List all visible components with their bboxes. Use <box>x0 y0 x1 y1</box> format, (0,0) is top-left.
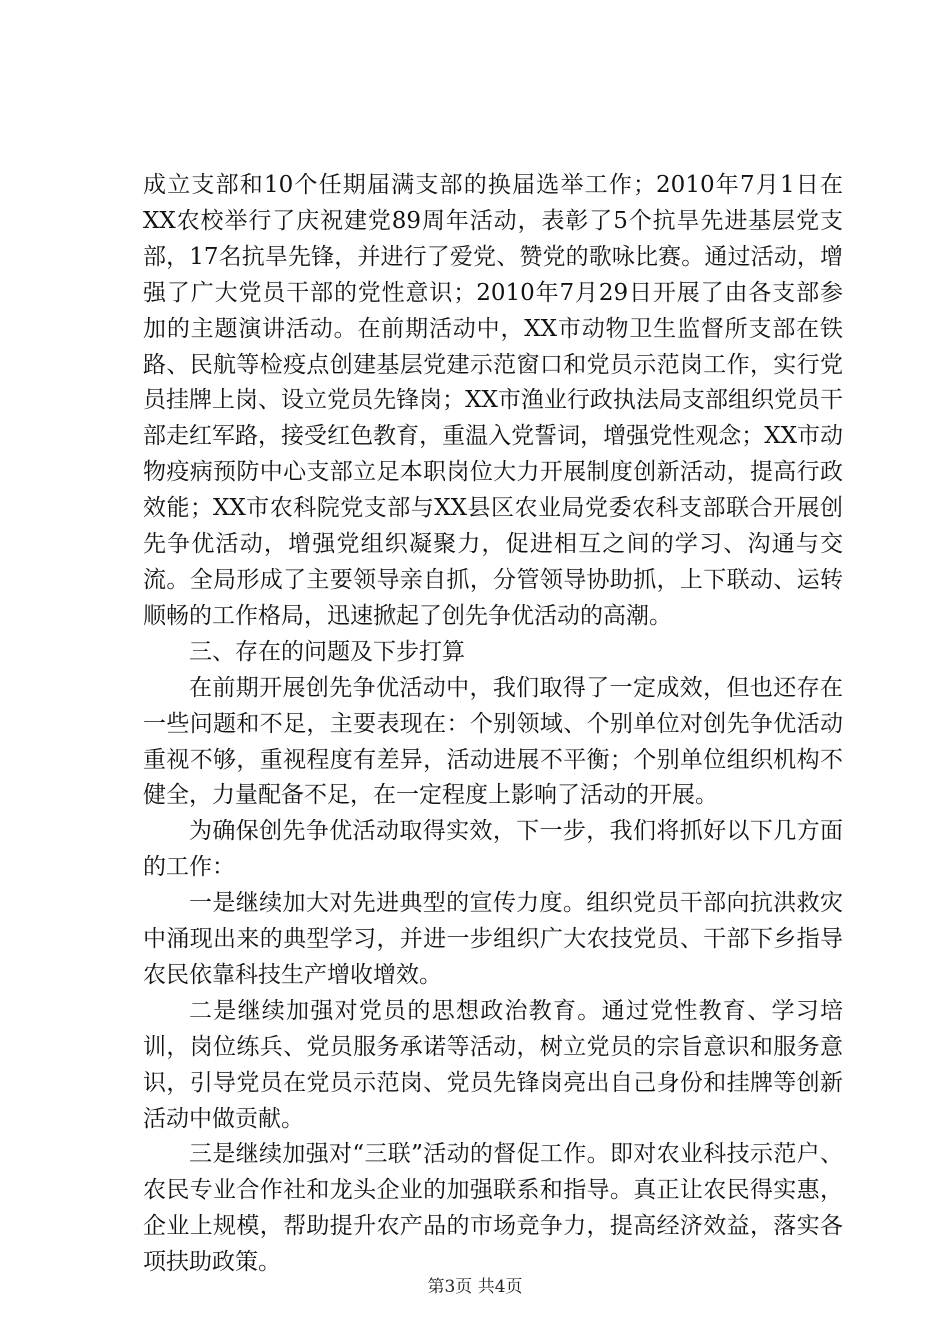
paragraph-continued: 成立支部和10个任期届满支部的换届选举工作；2010年7月1日在XX农校举行了庆祝建党89周年活动，表彰了5个抗旱先进基层党支部，17名抗旱先锋，并进行了爱党、赞党的歌咏比赛。通过活动，增强了广大党员干部的党性意识；2010年7月29日开展了由各支部参加的主题演讲活动。在前期活动中，XX市动物卫生监督所支部在铁路、民航等检疫点创建基层党建示范窗口和党员示范岗工作，实行党员挂牌上岗、设立党员先锋岗；XX市渔业行政执法局支部组织党员干部走红军路，接受红色教育，重温入党誓词，增强党性观念；XX市动物疫病预防中心支部立足本职岗位大力开展制度创新活动，提高行政效能；XX市农科院党支部与XX县区农业局党委农科支部联合开展创先争优活动，增强党组织凝聚力，促进相互之间的学习、沟通与交流。全局形成了主要领导亲自抓，分管领导协助抓，上下联动、运转顺畅的工作格局，迅速掀起了创先争优活动的高潮。 <box>143 172 843 629</box>
paragraph-item-three: 三是继续加强对“三联”活动的督促工作。即对农业科技示范户、农民专业合作社和龙头企业的加强联系和指导。真正让农民得实惠，企业上规模，帮助提升农产品的市场竞争力，提高经济效益，落实各项扶助政策。 <box>143 1141 843 1276</box>
page-number-footer: 第3页 共4页 <box>427 1277 523 1297</box>
document-body <box>143 168 843 1281</box>
paragraph-problems: 在前期开展创先争优活动中，我们取得了一定成效，但也还存在一些问题和不足，主要表现在：个别领域、个别单位对创先争优活动重视不够，重视程度有差异，活动进展不平衡；个别单位组织机构不健全，力量配备不足，在一定程度上影响了活动的开展。 <box>143 674 843 809</box>
paragraph-item-two: 二是继续加强对党员的思想政治教育。通过党性教育、学习培训，岗位练兵、党员服务承诺等活动，树立党员的宗旨意识和服务意识，引导党员在党员示范岗、党员先锋岗亮出自己身份和挂牌等创新活动中做贡献。 <box>143 997 843 1132</box>
paragraph-next-steps: 为确保创先争优活动取得实效，下一步，我们将抓好以下几方面的工作： <box>143 818 843 881</box>
paragraph-item-one: 一是继续加大对先进典型的宣传力度。组织党员干部向抗洪救灾中涌现出来的典型学习，并进一步组织广大农技党员、干部下乡指导农民依靠科技生产增收增效。 <box>143 890 843 988</box>
section-heading: 三、存在的问题及下步打算 <box>189 638 465 665</box>
